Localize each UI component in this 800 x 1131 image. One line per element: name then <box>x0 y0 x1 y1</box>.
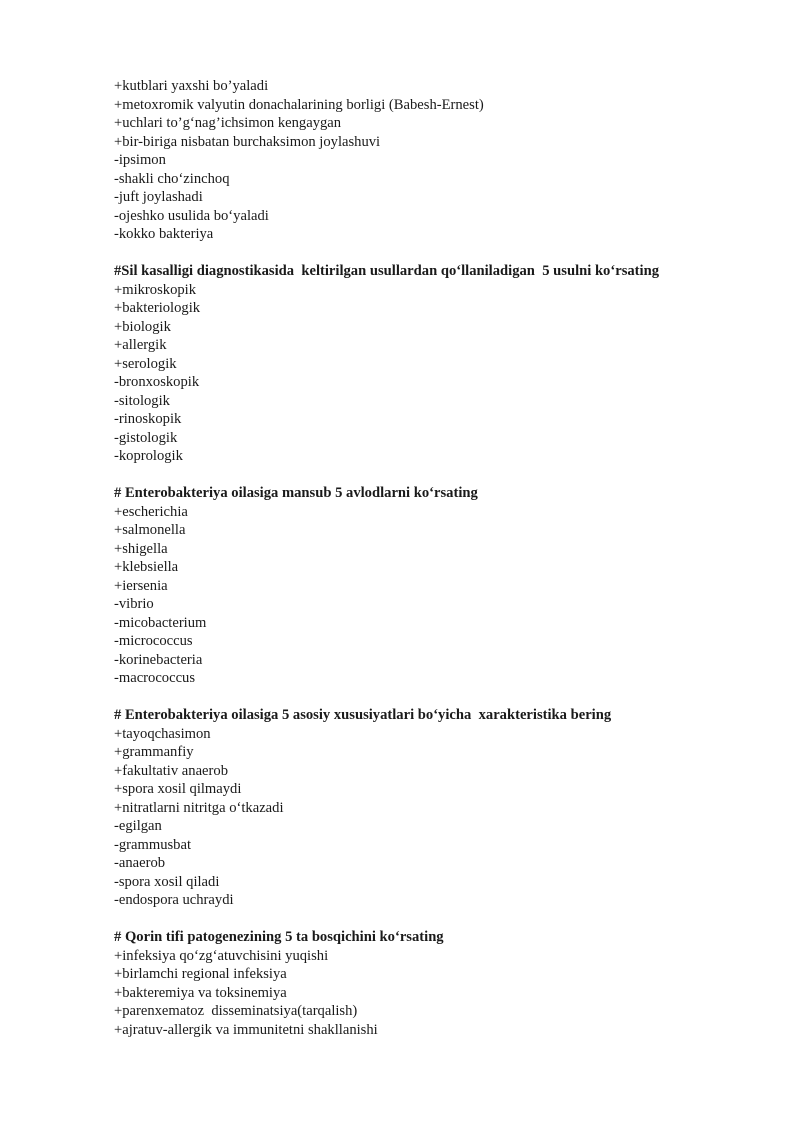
answer-option: +ajratuv-allergik va immunitetni shakllanishi <box>114 1021 378 1038</box>
answer-option: +allergik <box>114 337 167 353</box>
question-block-4 <box>114 706 754 910</box>
answer-option: -endospora uchraydi <box>114 892 234 908</box>
answer-option: +kutblari yaxshi bo’yaladi <box>114 78 269 94</box>
answer-option: +birlamchi regional infeksiya <box>114 966 287 982</box>
answer-option: -spora xosil qiladi <box>114 873 220 890</box>
question-block-3 <box>114 484 754 688</box>
answer-option: -anaerob <box>114 855 166 871</box>
question-heading: # Enterobakteriya oilasiga 5 asosiy xususiyatlari bo‘yicha xarakteristika bering <box>114 707 612 723</box>
answer-option: +fakultativ anaerob <box>114 762 228 779</box>
answer-option: +bakteriologik <box>114 300 201 316</box>
answer-option: -micrococcus <box>114 633 193 649</box>
answer-option: -gistologik <box>114 429 178 446</box>
answer-option: +nitratlarni nitritga o‘tkazadi <box>114 799 284 816</box>
answer-option: -shakli cho‘zinchoq <box>114 170 230 187</box>
answer-option: +mikroskopik <box>114 281 197 298</box>
question-block-5 <box>114 928 754 1039</box>
answer-option: -bronxoskopik <box>114 374 200 390</box>
answer-option: -ojeshko usulida bo‘yaladi <box>114 207 269 224</box>
answer-option: +grammanfiy <box>114 744 194 760</box>
answer-option: +metoxromik valyutin donachalarining borligi (Babesh-Ernest) <box>114 96 484 113</box>
answer-option: -sitologik <box>114 392 170 409</box>
answer-option: +bir-biriga nisbatan burchaksimon joylashuvi <box>114 133 381 150</box>
answer-option: +escherichia <box>114 503 188 520</box>
answer-option: -egilgan <box>114 818 162 834</box>
answer-option: +tayoqchasimon <box>114 725 211 742</box>
answer-option: +bakteremiya va toksinemiya <box>114 984 287 1001</box>
question-block-2 <box>114 262 754 466</box>
question-heading: #Sil kasalligi diagnostikasida keltirilgan usullardan qo‘llaniladigan 5 usulni ko‘rsating <box>114 263 659 279</box>
answer-option: +spora xosil qilmaydi <box>114 781 242 797</box>
answer-option: -micobacterium <box>114 614 207 631</box>
answer-option: +serologik <box>114 355 177 372</box>
question-heading: # Enterobakteriya oilasiga mansub 5 avlodlarni ko‘rsating <box>114 485 478 501</box>
answer-option: -vibrio <box>114 596 154 612</box>
answer-option: +klebsiella <box>114 559 179 575</box>
answer-option: -macrococcus <box>114 670 196 686</box>
answer-option: +shigella <box>114 540 168 557</box>
question-heading: # Qorin tifi patogenezining 5 ta bosqichini ko‘rsating <box>114 929 444 945</box>
answer-option: -korinebacteria <box>114 651 203 668</box>
answer-option: +salmonella <box>114 522 186 538</box>
answer-option: -rinoskopik <box>114 411 182 427</box>
answer-option: -grammusbat <box>114 836 192 853</box>
answer-option: -ipsimon <box>114 152 166 168</box>
answer-option: +infeksiya qo‘zg‘atuvchisini yuqishi <box>114 947 329 964</box>
answer-option: +uchlari to’g‘nag’ichsimon kengaygan <box>114 115 342 131</box>
answer-option: -kokko bakteriya <box>114 226 214 242</box>
answer-option: -juft joylashadi <box>114 189 203 205</box>
answer-option: +parenxematoz disseminatsiya(tarqalish) <box>114 1003 358 1019</box>
question-block-1 <box>114 77 754 244</box>
answer-option: -koprologik <box>114 448 183 464</box>
document-page <box>114 77 754 1058</box>
answer-option: +iersenia <box>114 577 168 594</box>
answer-option: +biologik <box>114 318 171 335</box>
